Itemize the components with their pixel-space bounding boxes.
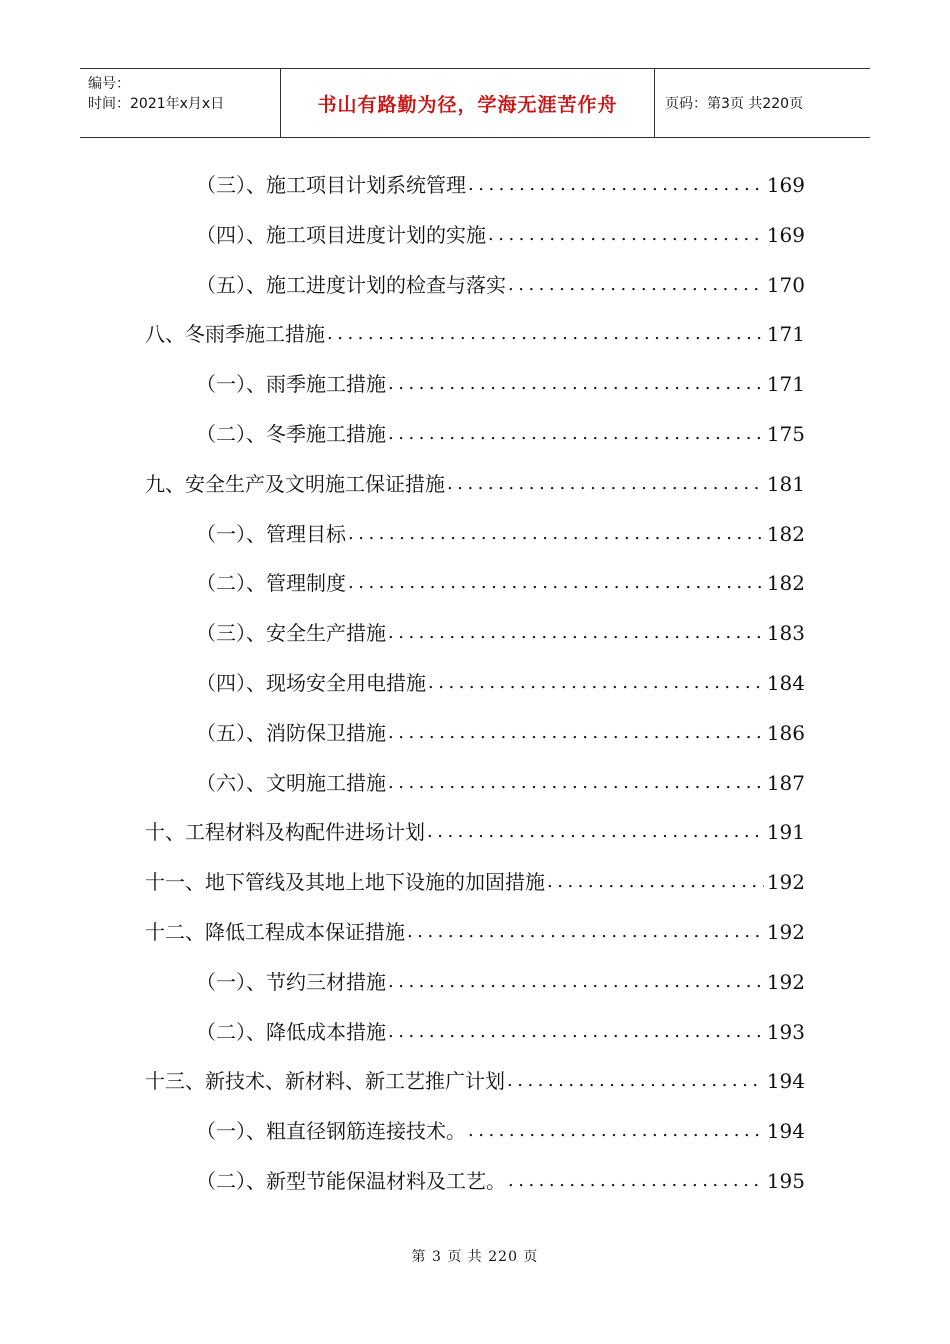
toc-entry-title: 八、冬雨季施工措施 [145, 322, 325, 347]
toc-entry-page-number: 169 [766, 222, 805, 247]
toc-entry[interactable] [145, 1066, 805, 1096]
toc-dot-leader [468, 170, 764, 200]
toc-entry[interactable] [196, 519, 805, 549]
document-number-label: 编号： [88, 76, 130, 92]
toc-entry[interactable] [145, 817, 805, 847]
header-meta [80, 69, 281, 137]
toc-entry[interactable] [145, 917, 805, 947]
toc-entry[interactable] [196, 170, 805, 200]
toc-entry-page-number: 186 [766, 720, 805, 745]
toc-entry[interactable] [145, 867, 805, 897]
toc-dot-leader [428, 668, 764, 698]
toc-entry[interactable] [196, 618, 805, 648]
toc-dot-leader [388, 369, 764, 399]
toc-entry-page-number: 191 [766, 820, 805, 845]
toc-entry[interactable] [196, 220, 805, 250]
header-motto: 书山有路勤为径，学海无涯苦作舟 [281, 69, 655, 137]
toc-entry-page-number: 194 [766, 1119, 805, 1144]
toc-entry[interactable] [196, 270, 805, 300]
toc-entry-title: 十二、降低工程成本保证措施 [145, 920, 405, 944]
toc-entry[interactable] [196, 568, 805, 598]
toc-dot-leader [388, 1017, 764, 1047]
toc-entry-page-number: 182 [766, 571, 805, 596]
toc-entry-title: （五）、消防保卫措施 [196, 720, 386, 745]
toc-entry-page-number: 175 [766, 422, 805, 446]
toc-entry-title: （二）、冬季施工措施 [196, 422, 386, 446]
toc-entry-page-number: 193 [766, 1019, 805, 1044]
toc-entry-page-number: 187 [766, 770, 805, 795]
toc-entry-page-number: 181 [766, 471, 805, 496]
toc-entry-title: （一）、节约三材措施 [196, 969, 386, 994]
toc-entry[interactable] [196, 369, 805, 399]
toc-dot-leader [447, 469, 764, 499]
toc-entry-title: （一）、管理目标 [196, 521, 346, 546]
toc-entry-title: （四）、施工项目进度计划的实施 [196, 222, 486, 247]
document-date-label: 时间：2021年x月x日 [88, 96, 225, 112]
toc-dot-leader [547, 867, 764, 897]
toc-entry-title: （五）、施工进度计划的检查与落实 [196, 272, 506, 297]
toc-entry-title: （三）、施工项目计划系统管理 [196, 173, 466, 197]
toc-entry[interactable] [196, 419, 805, 449]
toc-entry-page-number: 182 [766, 521, 805, 546]
toc-entry-title: 十、工程材料及构配件进场计划 [145, 820, 425, 845]
toc-entry-title: （四）、现场安全用电措施 [196, 671, 426, 695]
toc-dot-leader [388, 967, 764, 997]
toc-dot-leader [508, 1166, 764, 1196]
toc-entry-title: （六）、文明施工措施 [196, 770, 386, 795]
toc-entry[interactable] [196, 718, 805, 748]
page-header [80, 68, 870, 138]
page-footer: 第 3 页 共 220 页 [411, 1249, 539, 1265]
toc-dot-leader [507, 1066, 764, 1096]
toc-dot-leader [407, 917, 764, 947]
toc-entry-page-number: 171 [766, 372, 805, 397]
toc-entry-title: 十一、地下管线及其地上地下设施的加固措施 [145, 870, 545, 895]
toc-dot-leader [327, 319, 764, 349]
toc-entry-page-number: 192 [766, 870, 805, 895]
toc-dot-leader [427, 817, 764, 847]
header-page-info: 页码：第3页 共220页 [665, 96, 804, 112]
toc-entry[interactable] [145, 319, 805, 349]
toc-entry-page-number: 195 [766, 1169, 805, 1193]
toc-entry[interactable] [145, 469, 805, 499]
toc-entry-page-number: 171 [766, 322, 805, 347]
toc-entry-page-number: 169 [766, 173, 805, 197]
toc-entry-page-number: 170 [766, 272, 805, 297]
toc-entry-title: 九、安全生产及文明施工保证措施 [145, 471, 445, 496]
toc-entry[interactable] [196, 967, 805, 997]
toc-entry-title: （二）、新型节能保温材料及工艺。 [196, 1169, 506, 1193]
toc-entry-title: （一）、粗直径钢筋连接技术。 [196, 1119, 466, 1144]
toc-dot-leader [348, 568, 764, 598]
toc-entry-page-number: 192 [766, 920, 805, 944]
toc-dot-leader [468, 1116, 764, 1146]
toc-dot-leader [348, 519, 764, 549]
toc-entry[interactable] [196, 1166, 805, 1196]
toc-entry[interactable] [196, 1116, 805, 1146]
toc-dot-leader [388, 419, 764, 449]
toc-dot-leader [388, 718, 764, 748]
toc-entry-title: （一）、雨季施工措施 [196, 372, 386, 397]
toc-entry-page-number: 192 [766, 969, 805, 994]
toc-entry[interactable] [196, 668, 805, 698]
toc-dot-leader [508, 270, 764, 300]
toc-dot-leader [388, 768, 764, 798]
toc-dot-leader [488, 220, 764, 250]
toc-entry[interactable] [196, 1017, 805, 1047]
toc-entry-title: （三）、安全生产措施 [196, 621, 386, 646]
toc-entry[interactable] [196, 768, 805, 798]
toc-entry-title: （二）、降低成本措施 [196, 1019, 386, 1044]
toc-entry-page-number: 184 [766, 671, 805, 695]
toc-entry-page-number: 183 [766, 621, 805, 646]
toc-dot-leader [388, 618, 764, 648]
toc-entry-title: 十三、新技术、新材料、新工艺推广计划 [145, 1069, 505, 1094]
toc-entry-title: （二）、管理制度 [196, 571, 346, 596]
toc-entry-page-number: 194 [766, 1069, 805, 1094]
